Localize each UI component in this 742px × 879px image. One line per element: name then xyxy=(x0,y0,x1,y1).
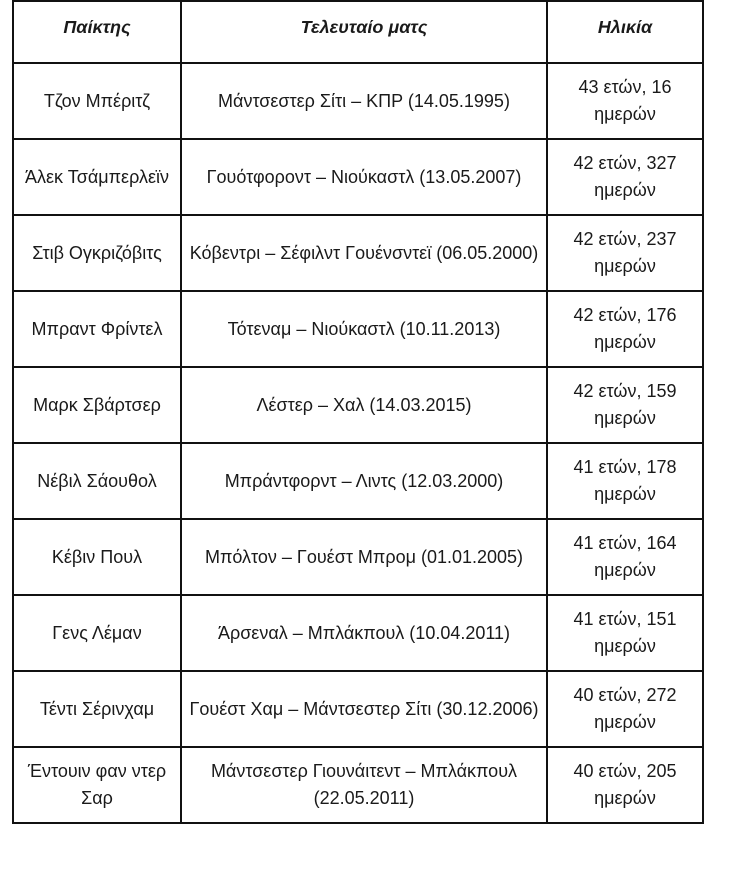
cell-last-match: Τότεναμ – Νιούκαστλ (10.11.2013) xyxy=(181,291,547,367)
cell-player: Κέβιν Πουλ xyxy=(13,519,181,595)
cell-player: Τέντι Σέρινχαμ xyxy=(13,671,181,747)
table-row xyxy=(13,139,703,215)
cell-last-match: Γουότφοροντ – Νιούκαστλ (13.05.2007) xyxy=(181,139,547,215)
table-container xyxy=(12,0,702,824)
cell-player: Νέβιλ Σάουθολ xyxy=(13,443,181,519)
header-row xyxy=(13,1,703,63)
header-age: Ηλικία xyxy=(547,1,703,63)
table-row xyxy=(13,63,703,139)
cell-last-match: Κόβεντρι – Σέφιλντ Γουένσντεϊ (06.05.2000) xyxy=(181,215,547,291)
table-body xyxy=(13,63,703,823)
cell-last-match: Μάντσεστερ Γιουνάιτεντ – Μπλάκπουλ (22.05.2011) xyxy=(181,747,547,823)
cell-age: 42 ετών, 237 ημερών xyxy=(547,215,703,291)
table-header xyxy=(13,1,703,63)
cell-player: Μαρκ Σβάρτσερ xyxy=(13,367,181,443)
table-row xyxy=(13,595,703,671)
cell-age: 42 ετών, 176 ημερών xyxy=(547,291,703,367)
oldest-players-table xyxy=(12,0,704,824)
cell-last-match: Μπράντφορντ – Λιντς (12.03.2000) xyxy=(181,443,547,519)
cell-player: Στιβ Ογκριζόβιτς xyxy=(13,215,181,291)
cell-player: Μπραντ Φρίντελ xyxy=(13,291,181,367)
cell-player: Άλεκ Τσάμπερλεϊν xyxy=(13,139,181,215)
cell-last-match: Μπόλτον – Γουέστ Μπρομ (01.01.2005) xyxy=(181,519,547,595)
table-row xyxy=(13,671,703,747)
header-player: Παίκτης xyxy=(13,1,181,63)
header-last-match: Τελευταίο ματς xyxy=(181,1,547,63)
cell-age: 43 ετών, 16 ημερών xyxy=(547,63,703,139)
cell-age: 42 ετών, 159 ημερών xyxy=(547,367,703,443)
table-row xyxy=(13,519,703,595)
table-row xyxy=(13,291,703,367)
cell-player: Έντουιν φαν ντερ Σαρ xyxy=(13,747,181,823)
cell-last-match: Λέστερ – Χαλ (14.03.2015) xyxy=(181,367,547,443)
table-row xyxy=(13,443,703,519)
cell-last-match: Γουέστ Χαμ – Μάντσεστερ Σίτι (30.12.2006) xyxy=(181,671,547,747)
table-row xyxy=(13,367,703,443)
cell-last-match: Άρσεναλ – Μπλάκπουλ (10.04.2011) xyxy=(181,595,547,671)
cell-age: 41 ετών, 164 ημερών xyxy=(547,519,703,595)
cell-age: 40 ετών, 272 ημερών xyxy=(547,671,703,747)
cell-last-match: Μάντσεστερ Σίτι – ΚΠΡ (14.05.1995) xyxy=(181,63,547,139)
table-row xyxy=(13,215,703,291)
cell-age: 40 ετών, 205 ημερών xyxy=(547,747,703,823)
cell-age: 41 ετών, 151 ημερών xyxy=(547,595,703,671)
table-row xyxy=(13,747,703,823)
cell-player: Γενς Λέμαν xyxy=(13,595,181,671)
cell-age: 42 ετών, 327 ημερών xyxy=(547,139,703,215)
cell-player: Τζον Μπέριτζ xyxy=(13,63,181,139)
cell-age: 41 ετών, 178 ημερών xyxy=(547,443,703,519)
